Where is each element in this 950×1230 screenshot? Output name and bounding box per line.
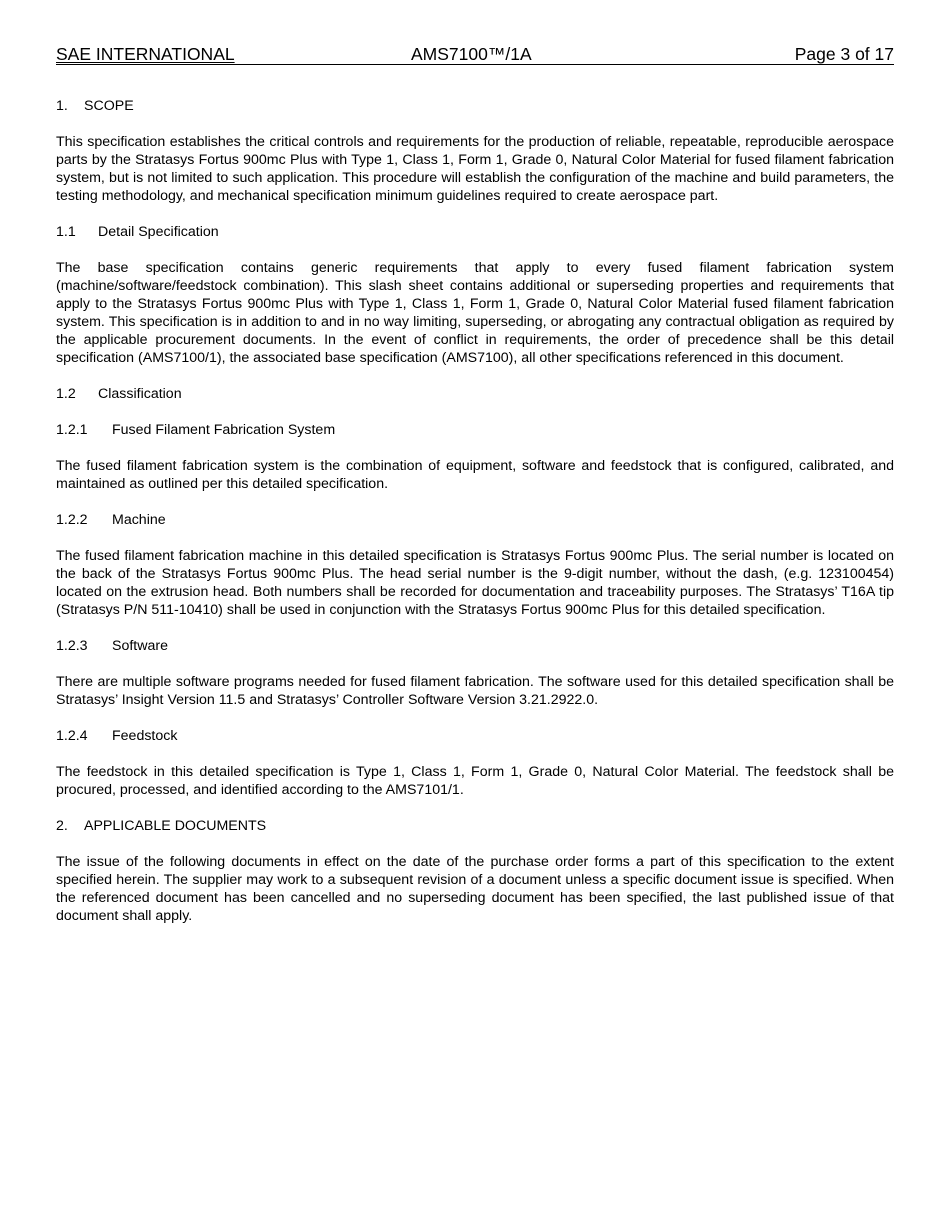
- section-number: 1.2.4: [56, 728, 88, 744]
- section-heading-classification: [56, 385, 894, 403]
- section-number: 2.: [56, 818, 68, 834]
- header-page-number: Page 3 of 17: [794, 44, 894, 64]
- page-header: [56, 44, 894, 65]
- paragraph-detail-specification: The base specification contains generic requirements that apply to every fused filament fabrication system (machine/software/feedstock combination). This slash sheet contains additional or superseding properties and requirements that apply to the Stratasys Fortus 900mc Plus with Type 1, Class 1, Form 1, Grade 0, Natural Color Material fused filament fabrication system. This specification is in addition to and in no way limiting, superseding, or abrogating any contractual obligation as required by the applicable procurement documents. In the event of conflict in requirements, the order of precedence shall be this detail specification (AMS7100/1), the associated base specification (AMS7100), all other specifications referenced in this document.: [56, 260, 894, 366]
- section-title: APPLICABLE DOCUMENTS: [84, 818, 267, 834]
- section-number: 1.2: [56, 386, 76, 402]
- paragraph-fff-system: The fused filament fabrication system is the combination of equipment, software and feedstock that is configured, calibrated, and maintained as outlined per this detailed specification.: [56, 458, 894, 492]
- section-heading-scope: [56, 97, 894, 115]
- section-heading-feedstock: [56, 727, 894, 745]
- section-title: Classification: [98, 386, 182, 402]
- paragraph-applicable-documents: The issue of the following documents in effect on the date of the purchase order forms a part of this specification to the extent specified herein. The supplier may work to a subsequent revision of a document unless a specific document issue is specified. When the referenced document has been cancelled and no superseding document has been specified, the last published issue of that document shall apply.: [56, 854, 894, 924]
- section-title: Software: [112, 638, 168, 654]
- section-title: Feedstock: [112, 728, 178, 744]
- paragraph-software: There are multiple software programs needed for fused filament fabrication. The software used for this detailed specification shall be Stratasys’ Insight Version 11.5 and Stratasys’ Controller Software Version 3.21.2922.0.: [56, 674, 894, 708]
- section-heading-machine: [56, 511, 894, 529]
- section-number: 1.2.2: [56, 512, 88, 528]
- paragraph-feedstock: The feedstock in this detailed specification is Type 1, Class 1, Form 1, Grade 0, Natural Color Material. The feedstock shall be procured, processed, and identified according to the AMS7101/1.: [56, 764, 894, 798]
- document-body: [56, 97, 894, 943]
- section-number: 1.2.3: [56, 638, 88, 654]
- section-heading-applicable-documents: [56, 817, 894, 835]
- paragraph-machine: The fused filament fabrication machine in this detailed specification is Stratasys Fortus 900mc Plus. The serial number is located on the back of the Stratasys Fortus 900mc Plus. The head serial number is the 9-digit number, without the dash, (e.g. 123100454) located on the extrusion head. Both numbers shall be recorded for documentation and traceability purposes. The Stratasys’ T16A tip (Stratasys P/N 511-10410) shall be used in conjunction with the Stratasys Fortus 900mc Plus for this detailed specification.: [56, 548, 894, 618]
- header-organization: SAE INTERNATIONAL: [56, 44, 235, 64]
- section-number: 1.2.1: [56, 422, 88, 438]
- section-title: Detail Specification: [98, 224, 219, 240]
- header-document-id: AMS7100™/1A: [411, 44, 532, 64]
- section-number: 1.: [56, 98, 68, 114]
- section-number: 1.1: [56, 224, 76, 240]
- paragraph-scope: This specification establishes the critical controls and requirements for the production of reliable, repeatable, reproducible aerospace parts by the Stratasys Fortus 900mc Plus with Type 1, Class 1, Form 1, Grade 0, Natural Color Material for fused filament fabrication system, but is not limited to such application. This procedure will establish the configuration of the machine and build parameters, the testing methodology, and mechanical specification minimum guidelines required to create aerospace part.: [56, 134, 894, 204]
- section-title: Machine: [112, 512, 166, 528]
- section-heading-fff-system: [56, 421, 894, 439]
- section-title: Fused Filament Fabrication System: [112, 422, 336, 438]
- section-heading-software: [56, 637, 894, 655]
- section-title: SCOPE: [84, 98, 134, 114]
- section-heading-detail-specification: [56, 223, 894, 241]
